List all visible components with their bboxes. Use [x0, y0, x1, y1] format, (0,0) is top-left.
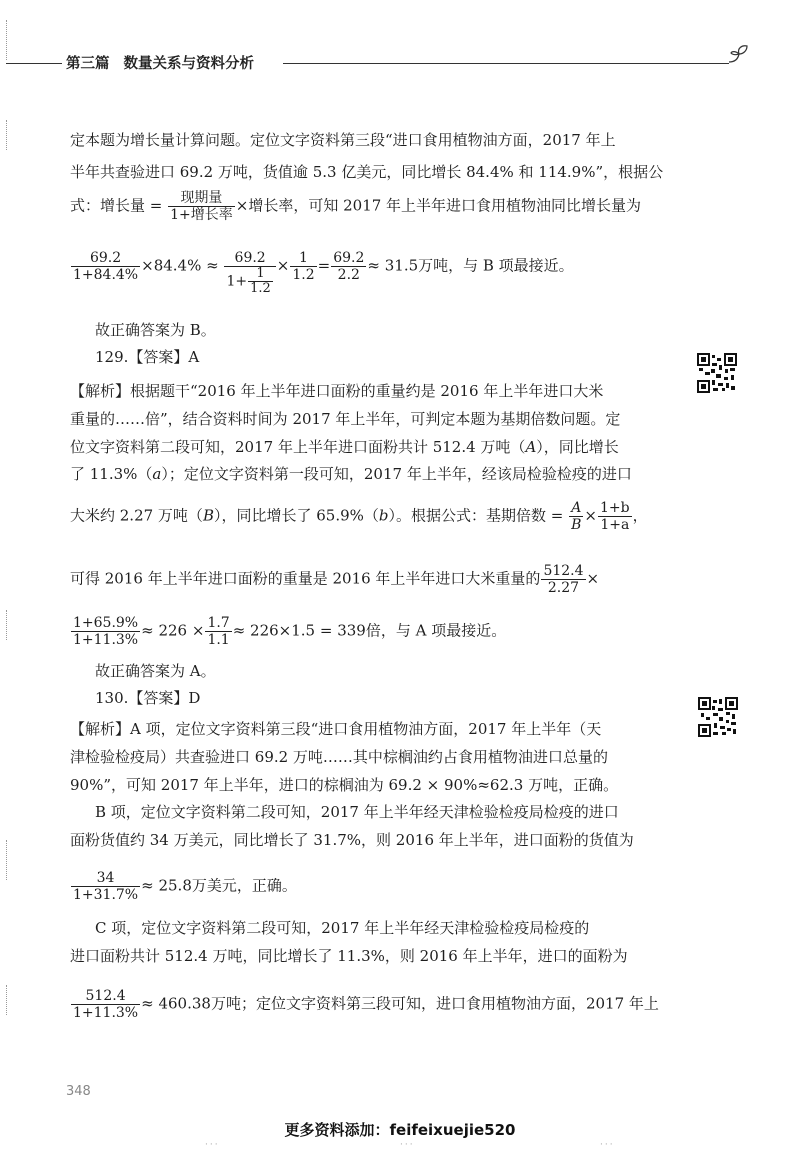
formula-line — [70, 870, 297, 903]
text-line: B 项，定位文字资料第二段可知，2017 年上半年经天津检验检疫局检疫的进口 — [95, 803, 619, 821]
text-segment: ≈ 25.8万美元，正确。 — [141, 876, 297, 895]
text-line: 90%”，可知 2017 年上半年，进口的棕榈油为 69.2 × 90%≈62.3 万吨，正确。 — [70, 776, 619, 794]
denominator: 1+11.3% — [73, 1005, 139, 1021]
text-line — [70, 437, 619, 457]
question-answer-heading: 130.【答案】D — [95, 689, 201, 707]
fraction — [541, 563, 585, 596]
denominator: 1+a — [600, 517, 630, 533]
text-segment: × — [586, 569, 600, 588]
fraction — [168, 190, 235, 223]
text-segment: ≈ 460.38万吨；定位文字资料第三段可知，进口食用植物油方面，2017 年上 — [141, 994, 659, 1013]
text-segment: ）；定位文字资料第一段可知，2017 年上半年，经该局检验检疫的进口 — [161, 465, 632, 483]
text-segment: ≈ 226 × — [141, 621, 205, 640]
numerator: 512.4 — [543, 563, 584, 579]
fraction — [71, 250, 140, 283]
fraction — [71, 615, 140, 648]
scan-dots: ··· — [400, 1140, 415, 1150]
formula-line — [70, 250, 574, 296]
text-line: 半年共查验进口 69.2 万吨，货值逾 5.3 亿美元，同比增长 84.4% 和 114.9%”，根据公 — [70, 163, 664, 181]
text-segment: × — [276, 256, 290, 275]
margin-dots — [6, 610, 9, 640]
denominator: 1+11.3% — [73, 632, 139, 648]
part-label: 第三篇 — [66, 56, 110, 72]
denominator: 2.2 — [337, 267, 360, 283]
numerator: 69.2 — [224, 250, 275, 267]
numerator: 1 — [248, 267, 273, 282]
numerator: 69.2 — [71, 250, 140, 267]
text-line: 【解析】A 项，定位文字资料第三段“进口食用植物油方面，2017 年上半年（天 — [70, 720, 602, 738]
fraction — [248, 267, 273, 296]
scan-dots: ··· — [600, 1140, 615, 1150]
numerator: 现期量 — [168, 190, 235, 207]
qr-code-icon — [698, 697, 738, 737]
text-segment: 1+ — [226, 273, 248, 290]
margin-dots — [6, 840, 9, 880]
fraction — [205, 615, 231, 648]
text-segment: 大米约 2.27 万吨（ — [70, 506, 203, 525]
text-segment: ），同比增长了 65.9%（ — [213, 506, 379, 525]
text-segment: ， — [632, 506, 648, 525]
denominator: 1+84.4% — [73, 267, 139, 283]
text-segment: ），同比增长 — [536, 438, 619, 456]
denominator — [224, 267, 275, 296]
fraction — [598, 500, 632, 533]
variable: B — [202, 506, 214, 525]
scan-dots: ··· — [205, 1140, 220, 1150]
answer-line: 故正确答案为 B。 — [95, 321, 216, 339]
formula-line — [70, 563, 599, 596]
text-line — [70, 464, 632, 484]
denominator: 1+增长率 — [170, 207, 233, 223]
denominator: 1+31.7% — [73, 887, 139, 903]
text-line: 定本题为增长量计算问题。定位文字资料第三段“进口食用植物油方面，2017 年上 — [70, 131, 616, 149]
margin-dots — [6, 20, 9, 60]
question-answer-heading: 129.【答案】A — [95, 348, 200, 366]
fraction — [224, 250, 275, 296]
numerator: 1 — [290, 250, 316, 267]
numerator: 34 — [71, 870, 140, 887]
text-segment: ≈ 31.5万吨，与 B 项最接近。 — [367, 256, 574, 275]
chapter-header — [66, 52, 254, 73]
denominator: 1.2 — [250, 281, 271, 296]
numerator: A — [569, 500, 583, 517]
fraction — [71, 988, 140, 1021]
numerator: 1+b — [600, 500, 630, 516]
text-segment: 式：增长量 = — [70, 196, 163, 215]
numerator: 69.2 — [333, 250, 365, 266]
text-line: 面粉货值约 34 万美元，同比增长了 31.7%，则 2016 年上半年，进口面粉的货值为 — [70, 831, 634, 849]
formula-line — [70, 615, 506, 648]
text-segment: 位文字资料第二段可知，2017 年上半年进口面粉共计 512.4 万吨（ — [70, 438, 526, 456]
numerator: 512.4 — [71, 988, 140, 1005]
fraction — [331, 250, 366, 283]
variable: A — [525, 438, 537, 456]
text-line: 【解析】根据题干“2016 年上半年进口面粉的重量约是 2016 年上半年进口大米 — [70, 382, 604, 400]
denominator: B — [571, 517, 582, 533]
text-segment: ×84.4% ≈ — [141, 256, 219, 275]
denominator: 2.27 — [547, 580, 580, 596]
text-line: 进口面粉共计 512.4 万吨，同比增长了 11.3%，则 2016 年上半年，进口的面粉为 — [70, 947, 628, 965]
margin-dots — [6, 985, 9, 1015]
text-segment: ×增长率，可知 2017 年上半年进口食用植物油同比增长量为 — [235, 196, 642, 215]
text-line: 津检验检疫局）共查验进口 69.2 万吨……其中棕榈油约占食用植物油进口总量的 — [70, 748, 608, 766]
denominator: 1.1 — [207, 632, 230, 648]
text-line: C 项，定位文字资料第二段可知，2017 年上半年经天津检验检疫局检疫的 — [95, 919, 590, 937]
footer-note: 更多资料添加：feifeixuejie520 — [284, 1121, 516, 1139]
fraction — [71, 870, 140, 903]
fraction — [290, 250, 316, 283]
formula-line — [70, 988, 659, 1021]
header-rule-right — [283, 63, 729, 64]
text-segment: ）。根据公式：基期倍数 = — [388, 506, 564, 525]
formula-line: 大米约 2.27 万吨（B），同比增长了 65.9%（b）。根据公式：基期倍数 = $\frac{A}{B}$ × $\frac{1+b}{1+a}$ ， — [70, 500, 648, 533]
margin-dots — [6, 120, 9, 150]
qr-code-icon — [697, 353, 737, 393]
numerator: 1.7 — [207, 615, 230, 631]
answer-line: 故正确答案为 A。 — [95, 662, 216, 680]
numerator: 1+65.9% — [73, 615, 139, 631]
text-segment: 可得 2016 年上半年进口面粉的重量是 2016 年上半年进口大米重量的 — [70, 569, 541, 588]
text-segment: = — [317, 256, 331, 275]
fraction — [569, 500, 583, 533]
denominator: 1.2 — [292, 267, 315, 283]
page-number: 348 — [66, 1084, 91, 1099]
formula-line — [70, 190, 641, 223]
header-rule-left — [6, 63, 62, 64]
text-line: 重量的……倍”，结合资料时间为 2017 年上半年，可判定本题为基期倍数问题。定 — [70, 410, 621, 428]
variable: b — [378, 506, 389, 525]
text-segment: 了 11.3%（ — [70, 465, 153, 483]
variable: a — [152, 465, 162, 483]
chapter-title: 数量关系与资料分析 — [123, 56, 254, 72]
text-segment: ≈ 226×1.5 = 339倍，与 A 项最接近。 — [232, 621, 507, 640]
sprout-icon — [726, 42, 752, 68]
